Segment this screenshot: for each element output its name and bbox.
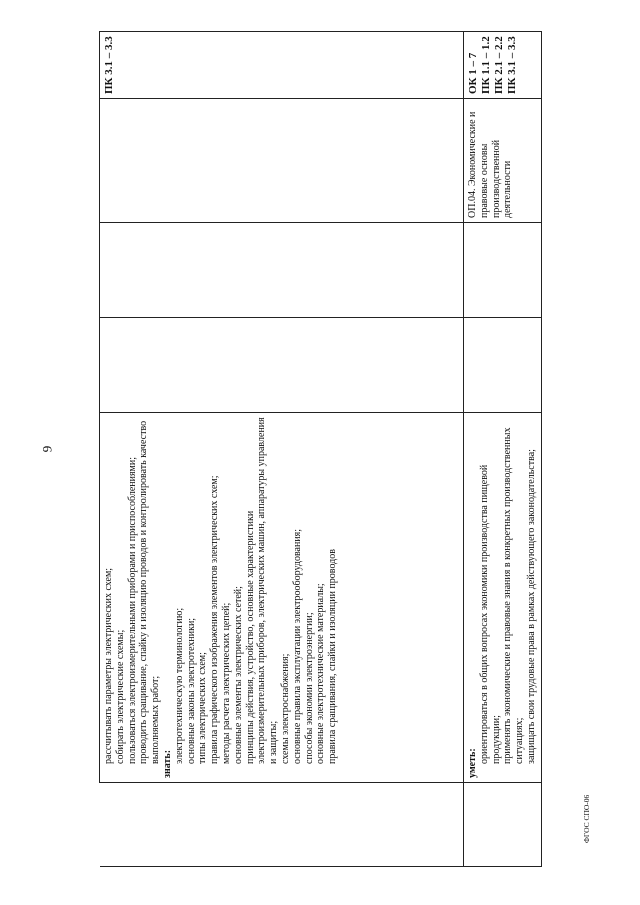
competency-table (99, 32, 537, 867)
competency-code: ОК 1 – 7 (467, 52, 479, 94)
description-line: правила сращивания, спайки и изоляции проводов (327, 549, 339, 764)
description-line: электротехническую терминологию; (173, 607, 185, 764)
page-number: 9 (39, 445, 55, 453)
competency-code: ПК 3.1 – 3.3 (505, 36, 518, 94)
footer-code: ФГОС СПО-06 (582, 794, 591, 843)
competency-code: ПК 3.1 – 3.3 (103, 36, 115, 94)
description-line: схемы электроснабжения; (279, 653, 291, 764)
codes-cell (464, 32, 542, 99)
description-line: рассчитывать параметры электрических схем; (103, 567, 114, 764)
discipline-cell: ОП.04. Экономические и правовые основы производственной деятельности (464, 99, 542, 223)
hours-cell (100, 318, 464, 413)
description-line: способы экономии электроэнергии; (303, 612, 315, 764)
table-row (100, 32, 464, 867)
description-line: защищать свои трудовые права в рамках действующего законодательства; (525, 449, 537, 764)
description-line: основные законы электротехники; (185, 617, 197, 764)
description-line: собирать электрические схемы; (114, 629, 126, 764)
empty-cell (100, 783, 464, 867)
competency-code: ПК 1.1 – 1.2 (479, 36, 492, 94)
description-line: пользоваться электроизмерительными приборами и приспособлениями; (126, 456, 138, 764)
description-line: типы электрических схем; (197, 652, 209, 764)
description-line: ориентироваться в общих вопросах экономики производства пищевой продукции; (478, 464, 502, 764)
empty-cell (464, 783, 542, 867)
table-row (464, 32, 542, 867)
description-line: проводить сращивание, спайку и изоляцию проводов и контролировать качество выполняемых работ; (138, 420, 162, 764)
codes-cell (100, 32, 464, 99)
section-heading: уметь: (467, 748, 478, 778)
description-line: основные элементы электрических сетей; (232, 586, 244, 764)
description-line: методы расчета электрических цепей; (220, 602, 232, 764)
hours-cell (464, 318, 542, 413)
hours-cell (464, 223, 542, 318)
description-line: принципы действия, устройство, основные характеристики электроизмерительных приборов, электрических машин, аппаратуры управления и защиты; (244, 417, 280, 764)
description-line: применять экономические и правовые знания в конкретных производственных ситуациях; (502, 427, 526, 764)
hours-cell (100, 223, 464, 318)
competency-code: ПК 2.1 – 2.2 (492, 36, 505, 94)
description-line: основные правила эксплуатации электрооборудования; (291, 528, 303, 764)
description-cell (464, 413, 542, 783)
discipline-cell (100, 99, 464, 223)
section-heading: знать: (161, 749, 173, 778)
description-cell (100, 413, 464, 783)
description-line: правила графического изображения элементов электрических схем; (209, 475, 221, 764)
description-line: основные электротехнические материалы; (315, 583, 327, 764)
